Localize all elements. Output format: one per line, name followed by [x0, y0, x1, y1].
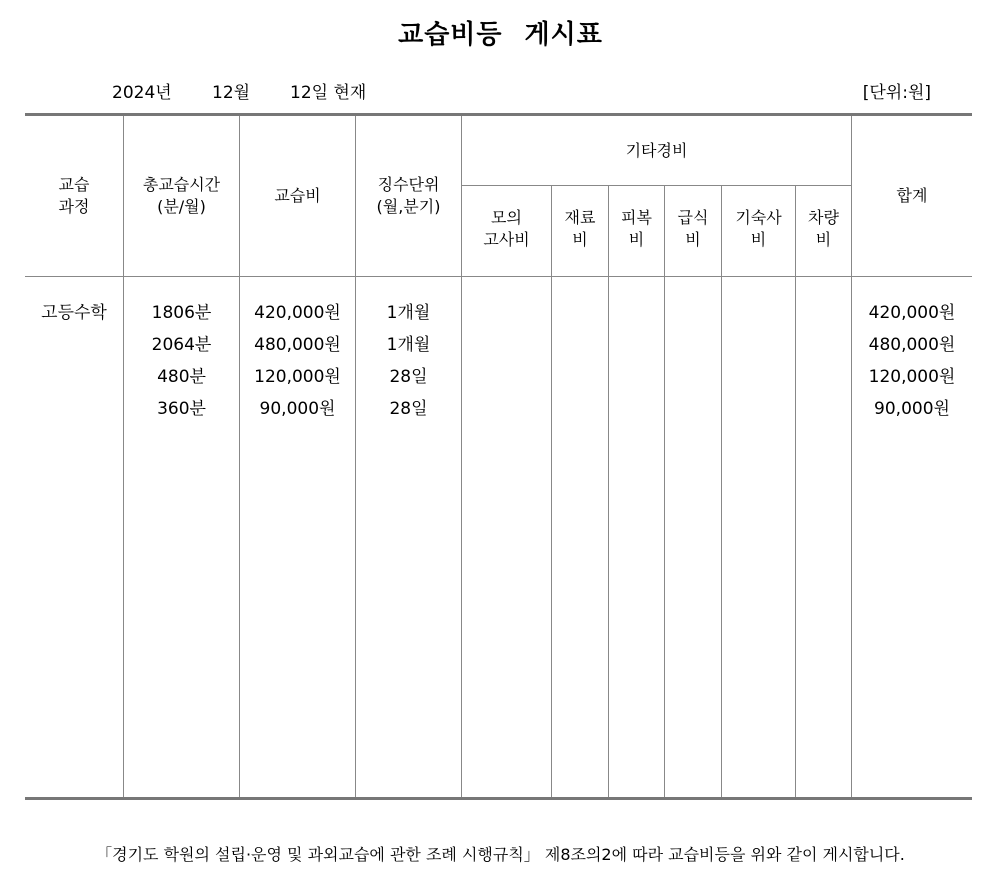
collection-cell: [356, 297, 461, 425]
course-cell: 고등수학: [41, 303, 107, 323]
table-row: 120,000원: [254, 367, 341, 387]
hours-cell: [124, 297, 239, 425]
other-costs-rule: [462, 185, 852, 186]
header-collection: 징수단위 (월,분기): [376, 175, 441, 216]
table-row: 28일: [389, 399, 428, 419]
table-row: 1개월: [386, 303, 431, 323]
col-divider: [123, 116, 124, 797]
table-row: 90,000원: [874, 399, 950, 419]
date-month: 12월: [212, 83, 251, 103]
total-cell: [852, 297, 972, 425]
page-title: [0, 14, 1001, 51]
col-divider: [355, 116, 356, 797]
table-row: 1806분: [151, 303, 212, 323]
table-row: 480,000원: [254, 335, 341, 355]
header-fee: 교습비: [274, 186, 321, 205]
header-total: 합계: [896, 186, 928, 205]
header-clothing: 피복 비: [621, 208, 652, 249]
title-part2: 게시표: [524, 20, 603, 50]
col-divider: [608, 186, 609, 797]
table-row: 420,000원: [254, 303, 341, 323]
table-row: 1개월: [386, 335, 431, 355]
header-dormitory: 기숙사 비: [735, 208, 782, 249]
col-divider: [851, 116, 852, 797]
table-bottom-rule: [25, 797, 972, 800]
date-year: 2024년: [112, 83, 172, 103]
fee-cell: [240, 297, 355, 425]
header-materials: 재료 비: [564, 208, 596, 249]
header-bottom-rule: [25, 276, 972, 277]
col-divider: [664, 186, 665, 797]
table-row: 480분: [157, 367, 206, 387]
col-divider: [721, 186, 722, 797]
footer-notice: 「경기도 학원의 설립·운영 및 과외교습에 관한 조례 시행규칙」 제8조의2에 따라 교습비등을 위와 같이 게시합니다.: [96, 845, 905, 864]
table-row: 2064분: [151, 335, 212, 355]
header-hours: 총교습시간 (분/월): [142, 175, 221, 216]
table-top-rule: [25, 113, 972, 116]
table-row: 120,000원: [868, 367, 956, 387]
col-divider: [239, 116, 240, 797]
col-divider: [795, 186, 796, 797]
col-divider: [551, 186, 552, 797]
date-day: 12일 현재: [290, 83, 367, 103]
table-row: 90,000원: [259, 399, 336, 419]
header-mock-exam: 모의 고사비: [483, 208, 530, 249]
header-other-costs: 기타경비: [625, 141, 688, 160]
title-part1: 교습비등: [398, 20, 503, 50]
header-vehicle: 차량 비: [808, 208, 839, 249]
table-row: 28일: [389, 367, 428, 387]
unit-label: [단위:원]: [862, 83, 931, 103]
header-meals: 급식 비: [677, 208, 709, 249]
table-row: 360분: [157, 399, 206, 419]
table-row: 480,000원: [868, 335, 956, 355]
table-row: 420,000원: [868, 303, 956, 323]
header-course: 교습 과정: [58, 175, 90, 216]
